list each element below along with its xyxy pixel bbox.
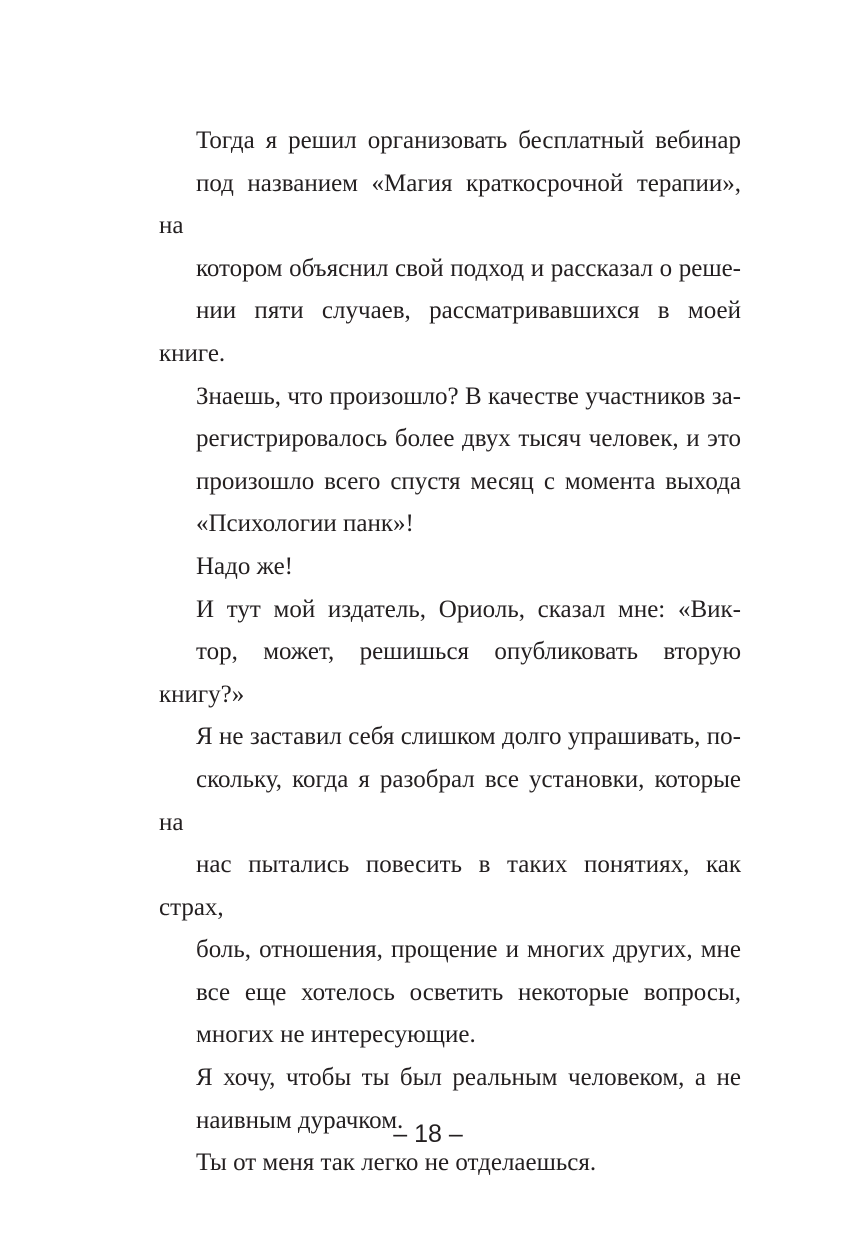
text-line: наивным дурачком. [196,1106,404,1134]
text-line: тор, может, решишься опубликовать вторую книгу?» [159,638,741,708]
page-number: – 18 – [393,1120,463,1148]
text-line: под названием «Магия краткосрочной терапии», на [159,169,741,240]
paragraph-1 [159,120,741,546]
text-line: Знаешь, что произошло? В качестве участников за- [196,382,741,410]
text-line: котором объяснил свой подход и рассказал о реше- [196,254,741,282]
paragraph-3 [159,589,741,1058]
text-line: произошло всего спустя месяц с момента выхода [196,467,741,495]
text-line: все еще хотелось осветить некоторые вопросы, [196,978,741,1006]
text-line: Я хочу, чтобы ты был реальным человеком, а не [196,1064,741,1092]
page-body [159,120,741,1185]
text-line: скольку, когда я разобрал все установки, которые на [159,765,741,836]
text-line: И тут мой издатель, Ориоль, сказал мне: «Вик- [196,595,741,623]
text-line: нас пытались повесить в таких понятиях, как страх, [159,851,741,921]
text-line: регистрировалось более двух тысяч человек, и это [196,425,741,453]
text-line: «Психологии панк»! [196,510,414,538]
text-line: Тогда я решил организовать бесплатный вебинар [196,127,741,154]
text-line: нии пяти случаев, рассматривавшихся в моей книге. [159,297,741,367]
paragraph-2 [159,546,741,589]
text-line: боль, отношения, прощение и многих других, мне [196,936,741,964]
text-line: Надо же! [196,552,293,580]
text-line: Ты от меня так легко не отделаешься. [196,1149,597,1177]
text-line: Я не заставил себя слишком долго упрашивать, по- [196,723,741,751]
text-line: многих не интересующие. [196,1021,476,1049]
